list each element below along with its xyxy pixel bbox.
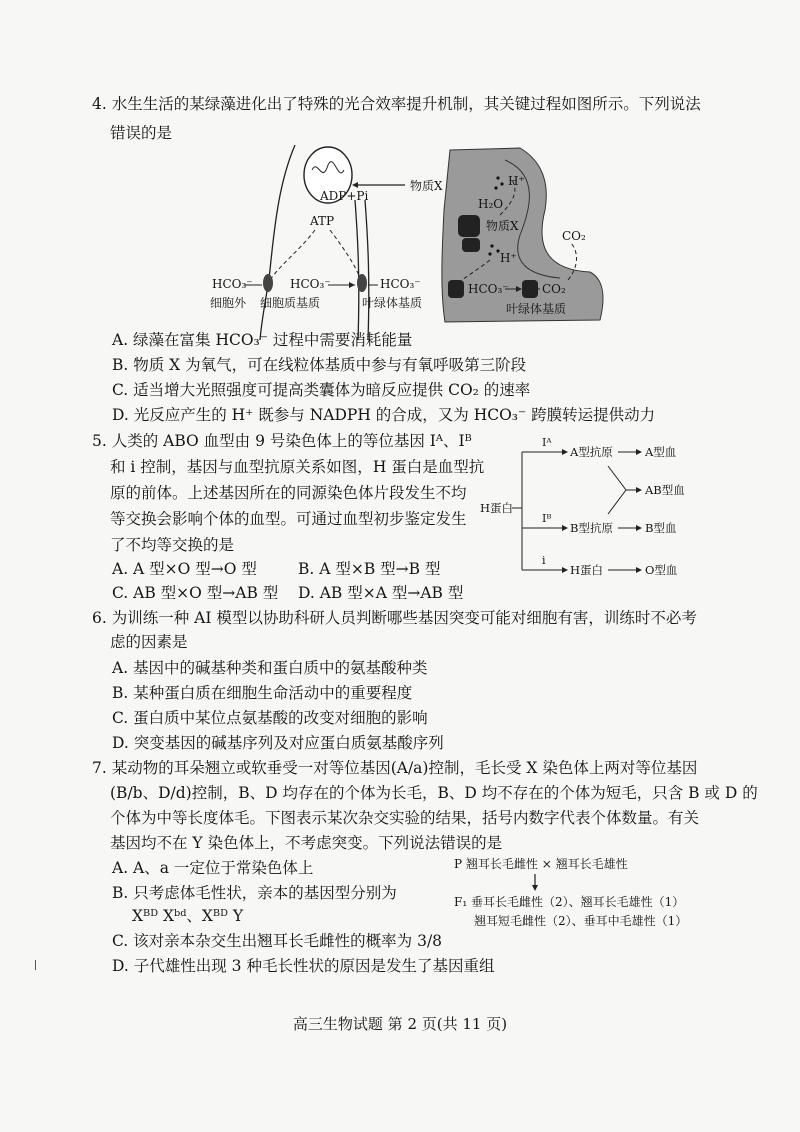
q4-cytosol-label: 细胞质基质 xyxy=(260,296,321,310)
q4-adp-label: ADP+Pi xyxy=(320,189,369,203)
q4-atp-label: ATP xyxy=(310,214,335,228)
q4-stroma-label2: 叶绿体基质 xyxy=(506,302,567,316)
q7-stem-line3: 个体为中等长度体毛。下图表示某次杂交实验的结果，括号内数字代表个体数量。有关 xyxy=(110,809,700,827)
q5-stem-line2: 和 i 控制，基因与血型抗原关系如图，H 蛋白是血型抗 xyxy=(110,458,485,476)
q5-ia-label: Iᴬ xyxy=(542,436,552,449)
q4-option-b: B. 物质 X 为氧气，可在线粒体基质中参与有氧呼吸第三阶段 xyxy=(112,356,527,374)
q6-stem-line2: 虑的因素是 xyxy=(110,633,188,651)
q4-outside-label: 细胞外 xyxy=(210,296,247,310)
transporter-icon xyxy=(357,274,367,292)
q5-option-d: D. AB 型×A 型→AB 型 xyxy=(298,584,464,602)
q6-stem-line1: 6. 为训练一种 AI 模型以协助科研人员判断哪些基因突变可能对细胞有害，训练时不必考 xyxy=(92,609,697,627)
q6-option-c: C. 蛋白质中某位点氨基酸的改变对细胞的影响 xyxy=(112,709,428,727)
q5-b-blood: B型血 xyxy=(645,521,677,535)
photosystem-icon xyxy=(458,215,480,237)
q5-stem-line3: 原的前体。上述基因所在的同源染色体片段发生不均 xyxy=(110,484,467,502)
q5-option-a: A. A 型×O 型→O 型 xyxy=(112,560,257,578)
q7-stem-line1: 7. 某动物的耳朵翘立或软垂受一对等位基因(A/a)控制，毛长受 X 染色体上两对等位基因 xyxy=(92,759,698,777)
margin-mark xyxy=(35,960,36,970)
q4-hco3-thylakoid: HCO₃⁻ xyxy=(468,282,509,296)
q4-co2-bottom: CO₂ xyxy=(542,282,566,296)
q5-h-protein2: H蛋白 xyxy=(570,563,604,577)
q4-stem-line2: 错误的是 xyxy=(110,124,173,142)
q7-cross-f1-line2: 翘耳短毛雌性（2）、垂耳中毛雄性（1） xyxy=(474,914,688,928)
q4-co2-top: CO₂ xyxy=(562,229,586,243)
q4-hco3-cytosol: HCO₃⁻ xyxy=(290,277,331,291)
q6-option-b: B. 某种蛋白质在细胞生命活动中的重要程度 xyxy=(112,684,413,702)
q4-hplus-mid: H⁺ xyxy=(500,251,517,265)
q5-b-antigen: B型抗原 xyxy=(570,521,613,535)
q7-option-a: A. A、a 一定位于常染色体上 xyxy=(112,859,314,877)
q5-ab-blood: AB型血 xyxy=(645,483,685,497)
q4-stroma-label: 叶绿体基质 xyxy=(362,296,423,310)
q4-substance-x-label2: 物质X xyxy=(486,219,519,233)
q4-hplus-top: H⁺ xyxy=(508,174,525,188)
q4-photosynthesis-figure xyxy=(200,140,620,340)
q7-option-b-line1: B. 只考虑体毛性状，亲本的基因型分别为 xyxy=(112,884,397,902)
q5-stem-line4: 等交换会影响个体的血型。可通过血型初步鉴定发生 xyxy=(110,510,467,528)
q7-cross-f1-line1: F₁ 垂耳长毛雌性（2）、翘耳长毛雄性（1） xyxy=(454,895,685,909)
q4-option-d: D. 光反应产生的 H⁺ 既参与 NADPH 的合成，又为 HCO₃⁻ 跨膜转运提供动力 xyxy=(112,406,656,424)
q5-option-b: B. A 型×B 型→B 型 xyxy=(298,560,441,578)
q5-i-label: i xyxy=(542,554,546,567)
q4-option-c: C. 适当增大光照强度可提高类囊体为暗反应提供 CO₂ 的速率 xyxy=(112,381,531,399)
q5-a-blood: A型血 xyxy=(645,445,677,459)
page-footer: 高三生物试题 第 2 页(共 11 页) xyxy=(292,1015,508,1033)
q5-stem-line5: 了不均等交换的是 xyxy=(110,536,235,554)
q7-option-d: D. 子代雄性出现 3 种毛长性状的原因是发生了基因重组 xyxy=(112,957,495,975)
q4-substance-x-label: 物质X xyxy=(410,179,443,193)
transporter-icon xyxy=(448,280,464,298)
q5-o-blood: O型血 xyxy=(645,563,678,577)
q4-stem-line1: 4. 水生生活的某绿藻进化出了特殊的光合效率提升机制，其关键过程如图所示。下列说法 xyxy=(92,95,701,113)
q4-option-a: A. 绿藻在富集 HCO₃⁻ 过程中需要消耗能量 xyxy=(112,331,413,349)
q5-ib-label: Iᴮ xyxy=(542,512,552,525)
q6-option-d: D. 突变基因的碱基序列及对应蛋白质氨基酸序列 xyxy=(112,734,444,752)
q5-stem-line1: 5. 人类的 ABO 血型由 9 号染色体上的等位基因 Iᴬ、Iᴮ xyxy=(92,432,472,450)
q4-hco3-outside: HCO₃⁻ xyxy=(212,277,253,291)
enzyme-icon xyxy=(522,280,538,298)
q5-h-protein-label: H蛋白 xyxy=(480,501,514,515)
transporter-icon xyxy=(263,274,273,292)
q7-option-b-line2: Xᴮᴰ Xᵇᵈ、Xᴮᴰ Y xyxy=(132,907,244,925)
q4-hco3-stroma: HCO₃⁻ xyxy=(380,277,421,291)
q5-a-antigen: A型抗原 xyxy=(570,445,613,459)
q4-h2o-label: H₂O xyxy=(478,197,504,211)
q7-stem-line2: (B/b、D/d)控制，B、D 均存在的个体为长毛，B、D 均不存在的个体为短毛，只含 B 或 D 的 xyxy=(110,784,758,802)
q6-option-a: A. 基因中的碱基种类和蛋白质中的氨基酸种类 xyxy=(112,659,428,677)
q7-option-c: C. 该对亲本杂交生出翘耳长毛雌性的概率为 3/8 xyxy=(112,932,443,950)
q5-blood-type-diagram xyxy=(478,432,708,582)
q5-option-c: C. AB 型×O 型→AB 型 xyxy=(112,584,279,602)
q7-cross-parents: P 翘耳长毛雌性 × 翘耳长毛雄性 xyxy=(454,857,628,871)
q7-stem-line4: 基因均不在 Y 染色体上，不考虑突变。下列说法错误的是 xyxy=(110,834,503,852)
